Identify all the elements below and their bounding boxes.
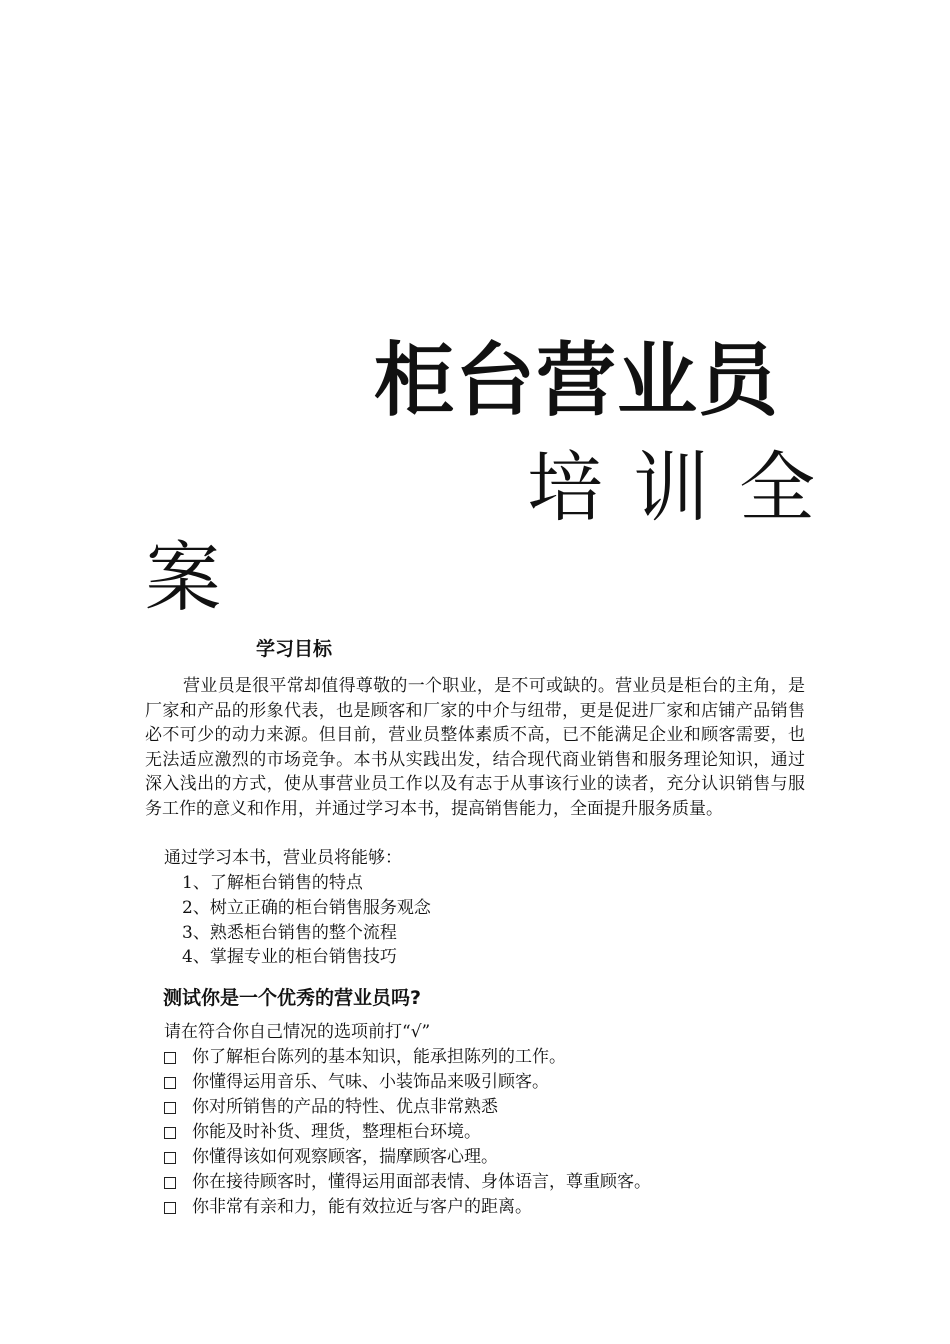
objective-item: 1、了解柜台销售的特点 [182,873,363,893]
checklist-item [160,1070,651,1095]
checklist-item-text: 你懂得该如何观察顾客，揣摩顾客心理。 [192,1147,498,1167]
document-title: 柜台营业员 [374,334,779,427]
objective-item: 3、熟悉柜台销售的整个流程 [182,922,397,943]
checkbox[interactable] [164,1202,176,1214]
checkbox[interactable] [164,1127,176,1139]
checklist-item-text: 你了解柜台陈列的基本知识，能承担陈列的工作。 [192,1047,566,1067]
checkbox[interactable] [164,1152,176,1164]
objectives-heading: 学习目标 [256,638,333,660]
self-test-instruction: 请在符合你自己情况的选项前打“√” [164,1022,431,1042]
self-test-checklist [160,1045,651,1220]
checkbox[interactable] [164,1102,176,1114]
checklist-item [160,1170,651,1195]
checklist-item [160,1145,651,1170]
checklist-item [160,1195,651,1220]
self-test-heading: 测试你是一个优秀的营业员吗? [163,987,422,1009]
checklist-item [160,1045,651,1070]
checklist-item-text: 你懂得运用音乐、气味、小装饰品来吸引顾客。 [192,1072,549,1092]
checklist-item [160,1120,651,1145]
checklist-item-text: 你非常有亲和力，能有效拉近与客户的距离。 [192,1197,532,1217]
document-title-line-2: 培训全 [527,443,845,532]
checkbox[interactable] [164,1077,176,1089]
document-title-line-3: 案 [145,533,221,622]
checkbox[interactable] [164,1052,176,1064]
objective-item: 2、树立正确的柜台销售服务观念 [182,897,431,918]
checklist-item-text: 你在接待顾客时，懂得运用面部表情、身体语言，尊重顾客。 [192,1172,651,1192]
objectives-list [182,871,431,970]
objective-item: 4、掌握专业的柜台销售技巧 [182,947,397,968]
objectives-paragraph: 营业员是很平常却值得尊敬的一个职业，是不可或缺的。营业员是柜台的主角，是厂家和产品的形象代表，也是顾客和厂家的中介与纽带，更是促进厂家和店铺产品销售必不可少的动力来源。但目前，营业员整体素质不高，已不能满足企业和顾客需要，也无法适应激烈的市场竞争。本书从实践出发，结合现代商业销售和服务理论知识，通过深入浅出的方式，使从事营业员工作以及有志于从事该行业的读者，充分认识销售与服务工作的意义和作用，并通过学习本书，提高销售能力，全面提升服务质量。 [145,676,805,819]
checklist-item-text: 你对所销售的产品的特性、优点非常熟悉 [192,1097,498,1117]
checkbox[interactable] [164,1177,176,1189]
objectives-lead: 通过学习本书，营业员将能够： [164,848,402,868]
checklist-item-text: 你能及时补货、理货，整理柜台环境。 [192,1122,481,1142]
checklist-item [160,1095,651,1120]
